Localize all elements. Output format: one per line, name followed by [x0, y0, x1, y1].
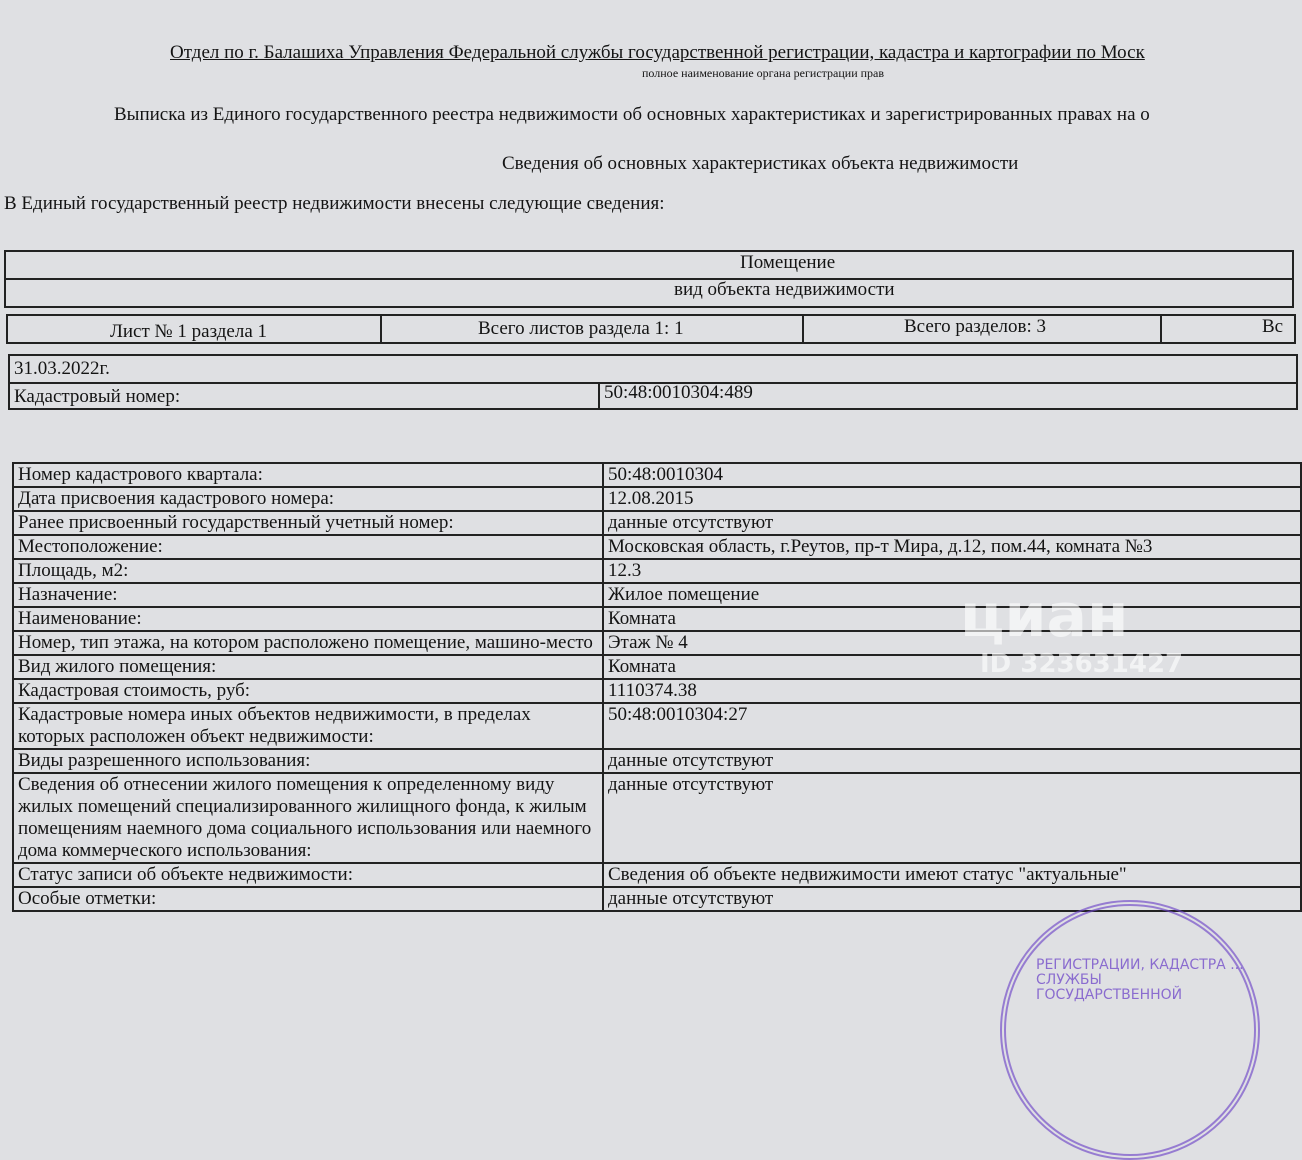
row-label: Местоположение:: [13, 535, 603, 559]
row-value: данные отсутствуют: [603, 887, 1301, 911]
row-label: Номер кадастрового квартала:: [13, 463, 603, 487]
table-row: [13, 773, 1301, 863]
row-value: Сведения об объекте недвижимости имеют статус "актуальные": [603, 863, 1301, 887]
watermark: [960, 581, 1184, 679]
row-value: Комната: [603, 607, 1301, 631]
row-label: Сведения об отнесении жилого помещения к определенному виду жилых помещений специализированного жилищного фонда, к жилым помещениям наемного дома социального использования или наемного дома коммерческого использования:: [13, 773, 603, 863]
agency-caption: полное наименование органа регистрации прав: [642, 66, 885, 80]
table-row: [13, 463, 1301, 487]
table-row: [13, 679, 1301, 703]
sheet-number: Лист № 1 раздела 1: [110, 321, 268, 342]
sheet-info-row: [6, 314, 1296, 344]
row-label: Номер, тип этажа, на котором расположено помещение, машино-место: [13, 631, 603, 655]
row-label: Ранее присвоенный государственный учетный номер:: [13, 511, 603, 535]
row-value: данные отсутствуют: [603, 511, 1301, 535]
table-row: [13, 749, 1301, 773]
watermark-id: ID 323631427: [980, 649, 1184, 679]
row-label: Назначение:: [13, 583, 603, 607]
row-value: данные отсутствуют: [603, 749, 1301, 773]
total-sections: Всего разделов: 3: [904, 316, 1047, 337]
date-cadastral-box: [8, 354, 1298, 410]
agency-name: Отдел по г. Балашиха Управления Федеральной службы государственной регистрации, кадастра и картографии по Моск: [170, 42, 1145, 63]
table-row: [13, 511, 1301, 535]
table-row: [13, 535, 1301, 559]
row-value: Московская область, г.Реутов, пр-т Мира, д.12, пом.44, комната №3: [603, 535, 1301, 559]
row-value: 12.08.2015: [603, 487, 1301, 511]
object-type-box: [4, 250, 1294, 308]
row-value: Комната: [603, 655, 1301, 679]
cadastral-number: 50:48:0010304:489: [604, 382, 753, 403]
extract-date: 31.03.2022г.: [14, 358, 110, 379]
row-label: Вид жилого помещения:: [13, 655, 603, 679]
characteristics-table: [12, 462, 1302, 912]
table-row: [13, 487, 1301, 511]
row-value: 50:48:0010304:27: [603, 703, 1301, 749]
watermark-brand: циан: [960, 581, 1129, 651]
table-row: [13, 703, 1301, 749]
divider: [380, 316, 382, 342]
stamp-text: РЕГИСТРАЦИИ, КАДАСТРА ... СЛУЖБЫ ГОСУДАРСТВЕННОЙ: [1036, 957, 1244, 1003]
divider: [6, 278, 1292, 280]
divider: [1160, 316, 1162, 342]
extract-title: Выписка из Единого государственного реестра недвижимости об основных характеристиках и зарегистрированных правах на о: [114, 104, 1150, 125]
row-label: Виды разрешенного использования:: [13, 749, 603, 773]
object-type: Помещение: [740, 252, 836, 273]
official-stamp: [1000, 900, 1260, 1160]
row-label: Кадастровая стоимость, руб:: [13, 679, 603, 703]
row-value: 1110374.38: [603, 679, 1301, 703]
row-label: Статус записи об объекте недвижимости:: [13, 863, 603, 887]
row-label: Наименование:: [13, 607, 603, 631]
table-row: [13, 559, 1301, 583]
row-value: Этаж № 4: [603, 631, 1301, 655]
divider: [598, 382, 600, 408]
row-label: Дата присвоения кадастрового номера:: [13, 487, 603, 511]
row-label: Кадастровые номера иных объектов недвижимости, в пределах которых расположен объект недвижимости:: [13, 703, 603, 749]
object-type-caption: вид объекта недвижимости: [674, 279, 895, 300]
row-value: Жилое помещение: [603, 583, 1301, 607]
row-value: 12.3: [603, 559, 1301, 583]
divider: [802, 316, 804, 342]
table-row: [13, 863, 1301, 887]
intro-text: В Единый государственный реестр недвижимости внесены следующие сведения:: [4, 193, 665, 214]
cadastral-label: Кадастровый номер:: [14, 386, 181, 407]
section-title: Сведения об основных характеристиках объекта недвижимости: [502, 153, 1019, 174]
truncated-cell: Вс: [1262, 316, 1284, 337]
row-value: 50:48:0010304: [603, 463, 1301, 487]
total-sheets: Всего листов раздела 1: 1: [478, 318, 684, 339]
row-label: Площадь, м2:: [13, 559, 603, 583]
row-value: данные отсутствуют: [603, 773, 1301, 863]
row-label: Особые отметки:: [13, 887, 603, 911]
